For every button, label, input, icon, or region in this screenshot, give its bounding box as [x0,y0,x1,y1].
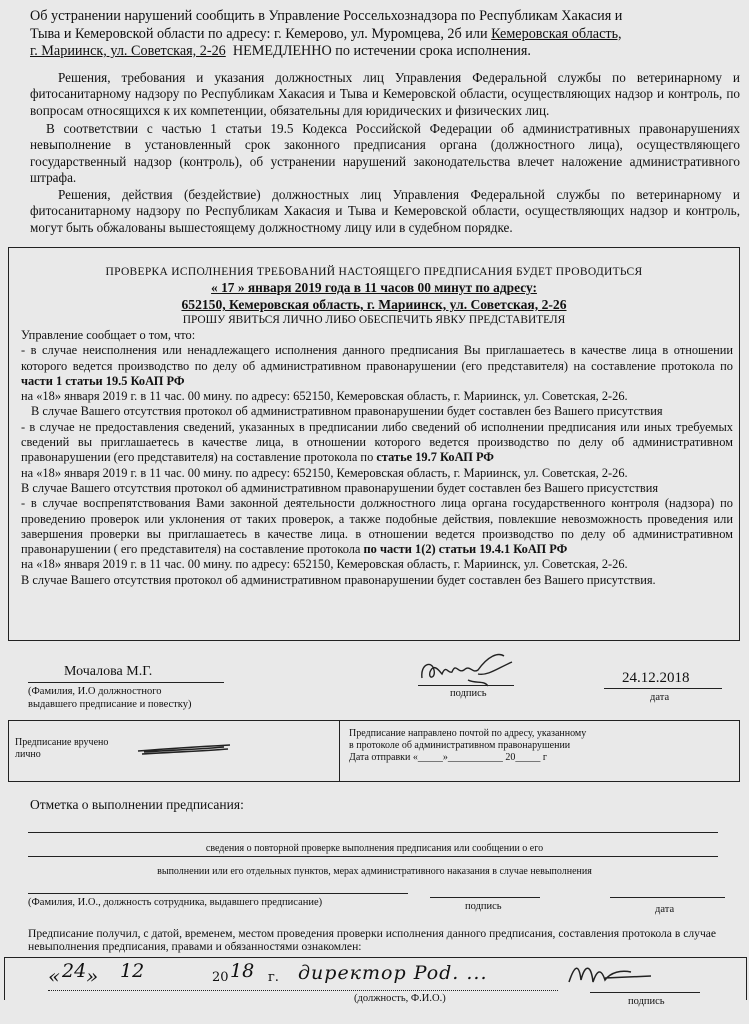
issuer-signature [418,650,518,690]
box-intro: Управление сообщает о том, что: [21,328,196,342]
inspection-address: 652150, Кемеровская область, г. Мариинск, ул. Советская, 2-26 [181,297,567,312]
box-absent-2: В случае Вашего отсутствия протокол об административном правонарушении будет составлен без Вашего присустствия [21,480,659,495]
receipt-month: 12 [120,960,145,982]
box-absent-1: В случае Вашего отсутствия протокол об административном правонарушении будет составлен без Вашего присутствия [31,404,663,419]
mark-caption-5: дата [655,904,675,915]
box-item-3-time: на «18» января 2019 г. в 11 час. 00 мину. по адресу: 652150, Кемеровская область, г. Мариинск, ул. Советская, 2-26. [21,557,628,572]
receipt-sig-line [590,992,700,993]
issuer-name: Мочалова М.Г. [64,664,153,679]
mark-line-1 [28,832,718,833]
box-item-1-time: на «18» января 2019 г. в 11 час. 00 мину. по адресу: 652150, Кемеровская область, г. Мариинск, ул. Советская, 2-26. [21,389,628,404]
receipt-day: 24 [62,960,87,982]
mark-line-2 [28,856,718,857]
delivery-table [8,720,740,782]
inspection-date: « 17 » января 2019 года в 11 часов 00 минут по адресу: [211,280,537,295]
issue-date: 24.12.2018 [622,670,690,686]
receipt-fill: « 24 » 12 20 18 г. директор Pod. ... [48,960,488,988]
box-item-2-time: на «18» января 2019 г. в 11 час. 00 мину. по адресу: 652150, Кемеровская область, г. Мариинск, ул. Советская, 2-26. [21,465,628,480]
mark-line-3c [610,897,725,898]
inspection-box [8,247,740,641]
receipt-year: 18 [230,960,255,982]
mark-caption-2: выполнении или его отдельных пунктов, мерах административного наказания в случае невыполнения [157,866,592,877]
receipt-line [48,990,558,991]
box-request: ПРОШУ ЯВИТЬСЯ ЛИЧНО ЛИБО ОБЕСПЕЧИТЬ ЯВКУ ПРЕДСТАВИТЕЛЯ [182,314,566,326]
issue-date-line [604,688,722,689]
issuer-signature-line [418,685,514,686]
paragraph-appeal: Решения, действия (бездействие) должностных лиц Управления Федеральной службы по ветеринарному и фитосанитарному надзору по Республикам Хакасия и Тыва и Кемеровской области, осуществляющих надзор и контроль, могут быть обжалованы вышестоящему должностному лицу или в судебном порядке. [30,187,740,235]
box-item-1: - в случае неисполнения или ненадлежащего исполнения данного предписания Вы приглашаетесь в качестве лица в отношении которого ведется производство по делу об административном правонарушении (его представителя) на составление протокола по части 1 статьи 19.5 КоАП РФ [21,343,733,388]
issuer-name-line [28,682,224,683]
box-body [21,328,733,588]
issuer-name-caption: (Фамилия, И.О должностного выдавшего предписание и повестку) [28,686,192,710]
delivery-signature [134,735,234,757]
delivery-personal: Предписание вручено лично [15,737,109,760]
top-line-1: Об устранении нарушений сообщить в Управление Россельхознадзора по Республикам Хакасия и [30,8,623,24]
paragraph-obligatory: Решения, требования и указания должностных лиц Управления Федеральной службы по ветеринарному и фитосанитарному надзору по Республикам Хакасия и Тыва и Кемеровской области, осуществляющих надзор и контроль, по вопросам относящихся к их компетенции, обязательны для юридических и физических лиц. [30,70,740,118]
box-item-2: - в случае не предоставления сведений, указанных в предписании либо сведений об исполнении предписания или иных требуемых сведений вы приглашаетесь в качестве лица, в отношении которого ведется производство по делу об административном правонарушении (его представителя) на составление протокола по статье 19.7 КоАП РФ [21,419,733,465]
receipt-position: директор Pod. ... [298,962,488,984]
box-absent-3: В случае Вашего отсутствия протокол об административном правонарушении будет составлен без Вашего присутствия. [21,572,656,587]
receipt-text: Предписание получил, с датой, временем, местом проведения проверки исполнения данного предписания, составления протокола в случае невыполнения предписания, правами и обязанностями ознакомлен: [28,927,717,954]
mark-line-3a [28,893,408,894]
receipt-caption-signature: подпись [628,996,665,1007]
mark-line-3b [430,897,540,898]
paragraph-article-19-5: В соответствии с частью 1 статьи 19.5 Кодекса Российской Федерации об административных правонарушениях невыполнение в установленный срок законного предписания органа (должностного лица), осуществляющего государственный надзор (контроль), об устранении нарушений законодательства влечет наложение административного штрафа. [30,121,740,186]
delivery-post: Предписание направлено почтой по адресу, указанному в протоколе об административном правонарушении Дата отправки «_____»___________ 20_____ г [349,728,587,763]
receipt-signature [565,960,655,990]
mark-title: Отметка о выполнении предписания: [30,797,244,812]
top-notice [30,8,745,61]
delivery-divider [339,721,340,781]
top-line-2: Тыва и Кемеровской области по адресу: г. Кемерово, ул. Муромцева, 2б или Кемеровская область, [30,25,622,42]
issue-date-caption: дата [650,692,670,703]
mark-caption-1: сведения о повторной проверке выполнения предписания или сообщении о его [205,843,544,854]
top-line-3: г. Мариинск, ул. Советская, 2-26 НЕМЕДЛЕННО по истечении срока исполнения. [30,43,531,59]
box-heading: ПРОВЕРКА ИСПОЛНЕНИЯ ТРЕБОВАНИЙ НАСТОЯЩЕГО ПРЕДПИСАНИЯ БУДЕТ ПРОВОДИТЬСЯ [105,266,643,278]
mark-caption-3: (Фамилия, И.О., должность сотрудника, выдавшего предписание) [28,897,323,908]
receipt-caption-position: (должность, Ф.И.О.) [354,993,446,1004]
mark-caption-4: подпись [465,901,502,912]
issuer-signature-caption: подпись [450,688,487,699]
box-item-3: - в случае воспрепятствования Вами законной деятельности должностного лица органа государственного контроля (надзора) по проведению проверок или уклонения от таких проверок, а также подобные действия, повлекшие невозможность проведения или завершения проверки вы приглашаетесь в качестве лица. в отношении ведется производство по делу об административном правонарушении ( его представителя) на составление протокола по части 1(2) статьи 19.4.1 КоАП РФ [21,496,733,557]
